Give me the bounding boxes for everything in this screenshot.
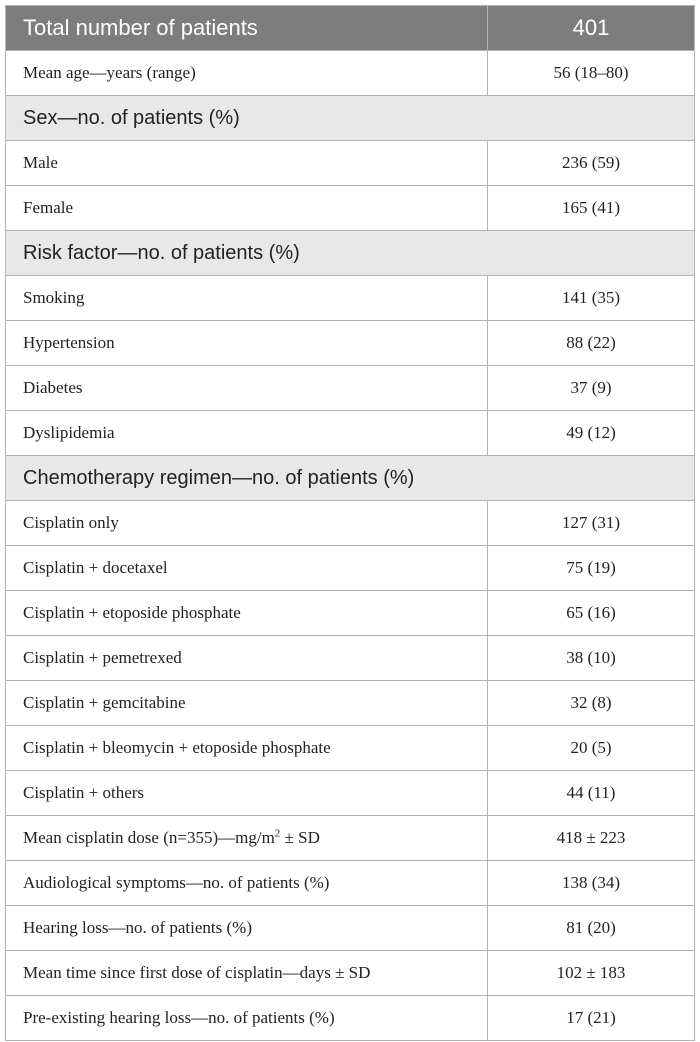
table-row: [6, 546, 695, 591]
row-label: Female: [6, 186, 488, 231]
row-label: Dyslipidemia: [6, 411, 488, 456]
patient-characteristics-table: [5, 5, 695, 1041]
row-value: 56 (18–80): [488, 51, 695, 96]
table-row: [6, 186, 695, 231]
table-row: [6, 636, 695, 681]
table-row-cisplatin-dose: [6, 816, 695, 861]
section-header-risk-factor: [6, 231, 695, 276]
row-value: 17 (21): [488, 996, 695, 1041]
dose-label-suffix: ± SD: [280, 828, 320, 847]
row-label: Male: [6, 141, 488, 186]
row-label: Diabetes: [6, 366, 488, 411]
row-label: Hypertension: [6, 321, 488, 366]
row-label: [6, 816, 488, 861]
row-value: 37 (9): [488, 366, 695, 411]
header-value: 401: [488, 6, 695, 51]
table-header-row: [6, 6, 695, 51]
table-row: [6, 681, 695, 726]
row-label: Smoking: [6, 276, 488, 321]
row-label: Mean age—years (range): [6, 51, 488, 96]
row-value: 88 (22): [488, 321, 695, 366]
dose-label-text: Mean cisplatin dose (n=355)—mg/m: [23, 828, 275, 847]
row-value: 138 (34): [488, 861, 695, 906]
row-label: Cisplatin + etoposide phosphate: [6, 591, 488, 636]
table-row: [6, 861, 695, 906]
table-row: [6, 51, 695, 96]
table-row: [6, 951, 695, 996]
row-value: 165 (41): [488, 186, 695, 231]
row-label: Cisplatin + gemcitabine: [6, 681, 488, 726]
table-row: [6, 276, 695, 321]
table-row: [6, 906, 695, 951]
row-label: Cisplatin + bleomycin + etoposide phosphate: [6, 726, 488, 771]
dose-label-superscript: 2: [274, 827, 281, 840]
table-row: [6, 771, 695, 816]
table-row: [6, 726, 695, 771]
row-value: 127 (31): [488, 501, 695, 546]
section-header-chemotherapy: [6, 456, 695, 501]
row-label: Mean time since first dose of cisplatin—days ± SD: [6, 951, 488, 996]
row-value: 20 (5): [488, 726, 695, 771]
table-row: [6, 501, 695, 546]
row-label: Cisplatin + pemetrexed: [6, 636, 488, 681]
row-label: Pre-existing hearing loss—no. of patients (%): [6, 996, 488, 1041]
row-value: 65 (16): [488, 591, 695, 636]
table-row: [6, 366, 695, 411]
row-value: 141 (35): [488, 276, 695, 321]
section-title: Risk factor—no. of patients (%): [6, 231, 695, 276]
row-label: Cisplatin only: [6, 501, 488, 546]
table-row: [6, 141, 695, 186]
row-label: Audiological symptoms—no. of patients (%): [6, 861, 488, 906]
row-value: 75 (19): [488, 546, 695, 591]
row-value: 32 (8): [488, 681, 695, 726]
section-title: Sex—no. of patients (%): [6, 96, 695, 141]
header-label: Total number of patients: [6, 6, 488, 51]
row-value: 236 (59): [488, 141, 695, 186]
row-value: 44 (11): [488, 771, 695, 816]
row-value: 81 (20): [488, 906, 695, 951]
row-value: 49 (12): [488, 411, 695, 456]
table-row: [6, 996, 695, 1041]
row-value: 38 (10): [488, 636, 695, 681]
row-label: Cisplatin + others: [6, 771, 488, 816]
section-title: Chemotherapy regimen—no. of patients (%): [6, 456, 695, 501]
table-row: [6, 321, 695, 366]
table-row: [6, 591, 695, 636]
row-label: Hearing loss—no. of patients (%): [6, 906, 488, 951]
row-value: 102 ± 183: [488, 951, 695, 996]
row-label: Cisplatin + docetaxel: [6, 546, 488, 591]
row-value: 418 ± 223: [488, 816, 695, 861]
section-header-sex: [6, 96, 695, 141]
table-row: [6, 411, 695, 456]
